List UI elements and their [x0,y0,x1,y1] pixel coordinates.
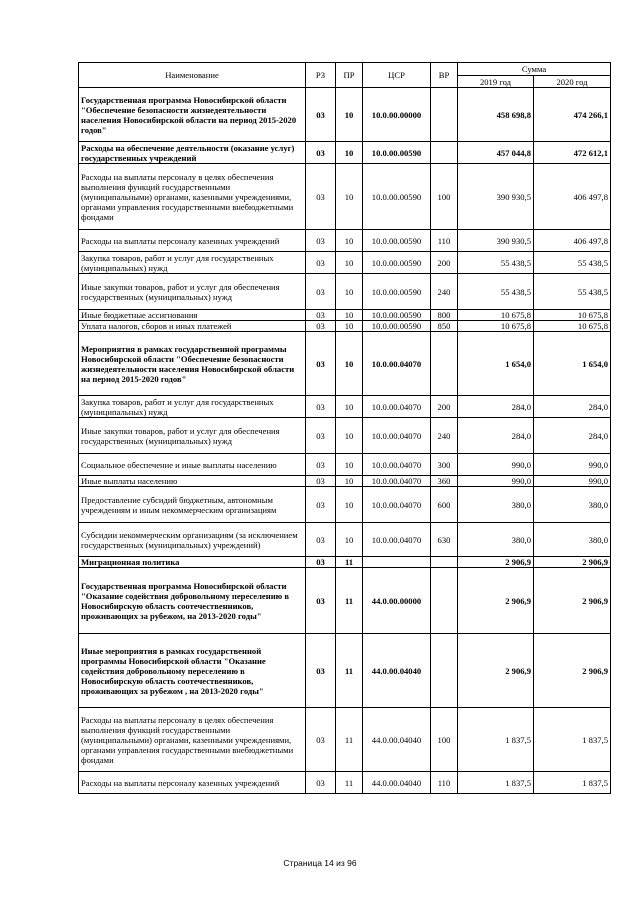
row-csr: 44.0.00.04040 [363,772,431,794]
row-vr: 800 [431,310,458,321]
row-pr: 10 [336,454,363,476]
table-row [79,88,611,142]
row-sum-2020: 406 497,8 [534,164,611,230]
row-csr: 44.0.00.00000 [363,568,431,634]
row-rz: 03 [306,454,336,476]
row-pr: 11 [336,557,363,568]
row-vr [431,568,458,634]
row-name: Закупка товаров, работ и услуг для государственных (муниципальных) нужд [79,396,306,418]
row-name: Иные выплаты населению [79,476,306,487]
table-row [79,396,611,418]
header-vr: ВР [431,63,458,88]
row-sum-2020: 380,0 [534,487,611,523]
row-rz: 03 [306,634,336,708]
row-vr: 110 [431,772,458,794]
row-rz: 03 [306,321,336,332]
row-csr: 10.0.00.00590 [363,310,431,321]
row-sum-2019: 458 698,8 [458,88,534,142]
row-sum-2020: 10 675,8 [534,321,611,332]
row-name: Расходы на выплаты персоналу в целях обеспечения выполнения функций государственными (муниципальными) органами, казенными учреждениями, органами управления государственными внебюджетными фондами [79,708,306,772]
row-sum-2020: 474 266,1 [534,88,611,142]
row-sum-2019: 55 438,5 [458,274,534,310]
row-sum-2020: 55 438,5 [534,274,611,310]
row-rz: 03 [306,487,336,523]
row-name: Закупка товаров, работ и услуг для государственных (муниципальных) нужд [79,252,306,274]
row-csr: 10.0.00.00590 [363,142,431,164]
header-name: Наименование [79,63,306,88]
row-csr [363,557,431,568]
row-sum-2019: 10 675,8 [458,310,534,321]
page-footer: Страница 14 из 96 [283,858,357,868]
row-csr: 10.0.00.04070 [363,332,431,396]
header-pr: ПР [336,63,363,88]
row-name: Иные закупки товаров, работ и услуг для обеспечения государственных (муниципальных) нужд [79,274,306,310]
row-sum-2019: 390 930,5 [458,164,534,230]
row-vr [431,634,458,708]
row-sum-2020: 55 438,5 [534,252,611,274]
row-rz: 03 [306,252,336,274]
row-csr: 10.0.00.00590 [363,274,431,310]
row-sum-2019: 390 930,5 [458,230,534,252]
table-row [79,557,611,568]
row-csr: 10.0.00.04070 [363,476,431,487]
row-sum-2019: 284,0 [458,418,534,454]
row-vr: 200 [431,396,458,418]
row-pr: 11 [336,708,363,772]
row-name: Социальное обеспечение и иные выплаты населению [79,454,306,476]
row-pr: 11 [336,772,363,794]
row-sum-2020: 1 654,0 [534,332,611,396]
row-rz: 03 [306,396,336,418]
table-row [79,772,611,794]
row-sum-2020: 284,0 [534,418,611,454]
row-pr: 11 [336,568,363,634]
row-rz: 03 [306,142,336,164]
row-vr: 100 [431,708,458,772]
row-pr: 10 [336,142,363,164]
row-pr: 10 [336,252,363,274]
row-rz: 03 [306,557,336,568]
budget-table [78,62,611,794]
table-row [79,523,611,557]
row-csr: 10.0.00.00590 [363,321,431,332]
row-sum-2019: 10 675,8 [458,321,534,332]
row-sum-2019: 457 044,8 [458,142,534,164]
row-vr: 300 [431,454,458,476]
row-sum-2019: 1 837,5 [458,708,534,772]
row-csr: 44.0.00.04040 [363,708,431,772]
row-sum-2020: 1 837,5 [534,772,611,794]
row-pr: 10 [336,332,363,396]
row-name: Миграционная политика [79,557,306,568]
row-vr [431,557,458,568]
row-pr: 10 [336,476,363,487]
row-rz: 03 [306,708,336,772]
row-sum-2020: 990,0 [534,454,611,476]
row-pr: 10 [336,88,363,142]
row-pr: 10 [336,164,363,230]
row-csr: 10.0.00.00590 [363,164,431,230]
row-vr: 360 [431,476,458,487]
row-rz: 03 [306,476,336,487]
table-row [79,142,611,164]
row-sum-2019: 990,0 [458,476,534,487]
row-name: Расходы на выплаты персоналу казенных учреждений [79,772,306,794]
row-vr: 600 [431,487,458,523]
table-body [79,88,611,794]
row-sum-2020: 2 906,9 [534,568,611,634]
header-sum: Сумма [458,63,611,76]
row-vr: 110 [431,230,458,252]
row-rz: 03 [306,418,336,454]
row-name: Расходы на выплаты персоналу казенных учреждений [79,230,306,252]
row-sum-2019: 55 438,5 [458,252,534,274]
row-pr: 10 [336,310,363,321]
row-csr: 10.0.00.04070 [363,487,431,523]
row-pr: 10 [336,523,363,557]
row-name: Уплата налогов, сборов и иных платежей [79,321,306,332]
row-rz: 03 [306,568,336,634]
row-sum-2019: 1 654,0 [458,332,534,396]
table-row [79,634,611,708]
row-name: Субсидии некоммерческим организациям (за исключением государственных (муниципальных) учреждений) [79,523,306,557]
row-rz: 03 [306,230,336,252]
row-pr: 10 [336,487,363,523]
table-row [79,321,611,332]
table-row [79,454,611,476]
row-rz: 03 [306,332,336,396]
table-row [79,332,611,396]
header-2019: 2019 год [458,76,534,88]
header-csr: ЦСР [363,63,431,88]
row-vr [431,332,458,396]
row-sum-2020: 284,0 [534,396,611,418]
row-pr: 10 [336,418,363,454]
header-rz: РЗ [306,63,336,88]
row-pr: 10 [336,396,363,418]
row-vr: 240 [431,274,458,310]
row-vr [431,142,458,164]
row-sum-2019: 2 906,9 [458,557,534,568]
row-sum-2020: 380,0 [534,523,611,557]
row-name: Государственная программа Новосибирской области "Обеспечение безопасности жизнедеятельности населения Новосибирской области на период 2015-2020 годов" [79,88,306,142]
row-name: Расходы на выплаты персоналу в целях обеспечения выполнения функций государственными (муниципальными) органами, казенными учреждениями, органами управления государственными внебюджетными фондами [79,164,306,230]
row-pr: 10 [336,230,363,252]
row-vr: 100 [431,164,458,230]
table-row [79,476,611,487]
row-csr: 10.0.00.04070 [363,418,431,454]
row-rz: 03 [306,523,336,557]
row-sum-2019: 2 906,9 [458,634,534,708]
row-rz: 03 [306,164,336,230]
row-csr: 10.0.00.04070 [363,396,431,418]
row-sum-2020: 472 612,1 [534,142,611,164]
row-name: Иные мероприятия в рамках государственной программы Новосибирской области "Оказание содействия добровольному переселению в Новосибирскую область соотечественников, проживающих за рубежом , на 2013-2020 годы" [79,634,306,708]
row-rz: 03 [306,88,336,142]
row-name: Иные бюджетные ассигнования [79,310,306,321]
table-row [79,418,611,454]
row-sum-2019: 380,0 [458,523,534,557]
row-sum-2019: 2 906,9 [458,568,534,634]
row-csr: 10.0.00.00590 [363,252,431,274]
row-vr: 240 [431,418,458,454]
row-vr: 630 [431,523,458,557]
row-vr: 200 [431,252,458,274]
row-pr: 11 [336,634,363,708]
row-sum-2019: 990,0 [458,454,534,476]
row-sum-2019: 284,0 [458,396,534,418]
row-sum-2020: 2 906,9 [534,634,611,708]
row-csr: 10.0.00.00000 [363,88,431,142]
row-csr: 44.0.00.04040 [363,634,431,708]
table-row [79,708,611,772]
row-sum-2020: 2 906,9 [534,557,611,568]
row-sum-2020: 10 675,8 [534,310,611,321]
row-rz: 03 [306,772,336,794]
table-row [79,568,611,634]
table-row [79,310,611,321]
table-row [79,164,611,230]
row-vr: 850 [431,321,458,332]
row-name: Расходы на обеспечение деятельности (оказание услуг) государственных учреждений [79,142,306,164]
row-sum-2020: 406 497,8 [534,230,611,252]
table-row [79,274,611,310]
row-sum-2019: 1 837,5 [458,772,534,794]
row-name: Государственная программа Новосибирской области "Оказание содействия добровольному переселению в Новосибирскую область соотечественников, проживающих за рубежом, на 2013-2020 годы" [79,568,306,634]
header-2020: 2020 год [534,76,611,88]
row-sum-2020: 990,0 [534,476,611,487]
row-sum-2019: 380,0 [458,487,534,523]
row-sum-2020: 1 837,5 [534,708,611,772]
row-rz: 03 [306,274,336,310]
row-csr: 10.0.00.04070 [363,454,431,476]
table-row [79,230,611,252]
table-row [79,252,611,274]
table-row [79,487,611,523]
row-name: Предоставление субсидий бюджетным, автономным учреждениям и иным некоммерческим организациям [79,487,306,523]
row-csr: 10.0.00.04070 [363,523,431,557]
row-pr: 10 [336,321,363,332]
row-name: Мероприятия в рамках государственной программы Новосибирской области "Обеспечение безопасности жизнедеятельности населения Новосибирской области на период 2015-2020 годов" [79,332,306,396]
row-rz: 03 [306,310,336,321]
row-pr: 10 [336,274,363,310]
row-name: Иные закупки товаров, работ и услуг для обеспечения государственных (муниципальных) нужд [79,418,306,454]
row-vr [431,88,458,142]
row-csr: 10.0.00.00590 [363,230,431,252]
